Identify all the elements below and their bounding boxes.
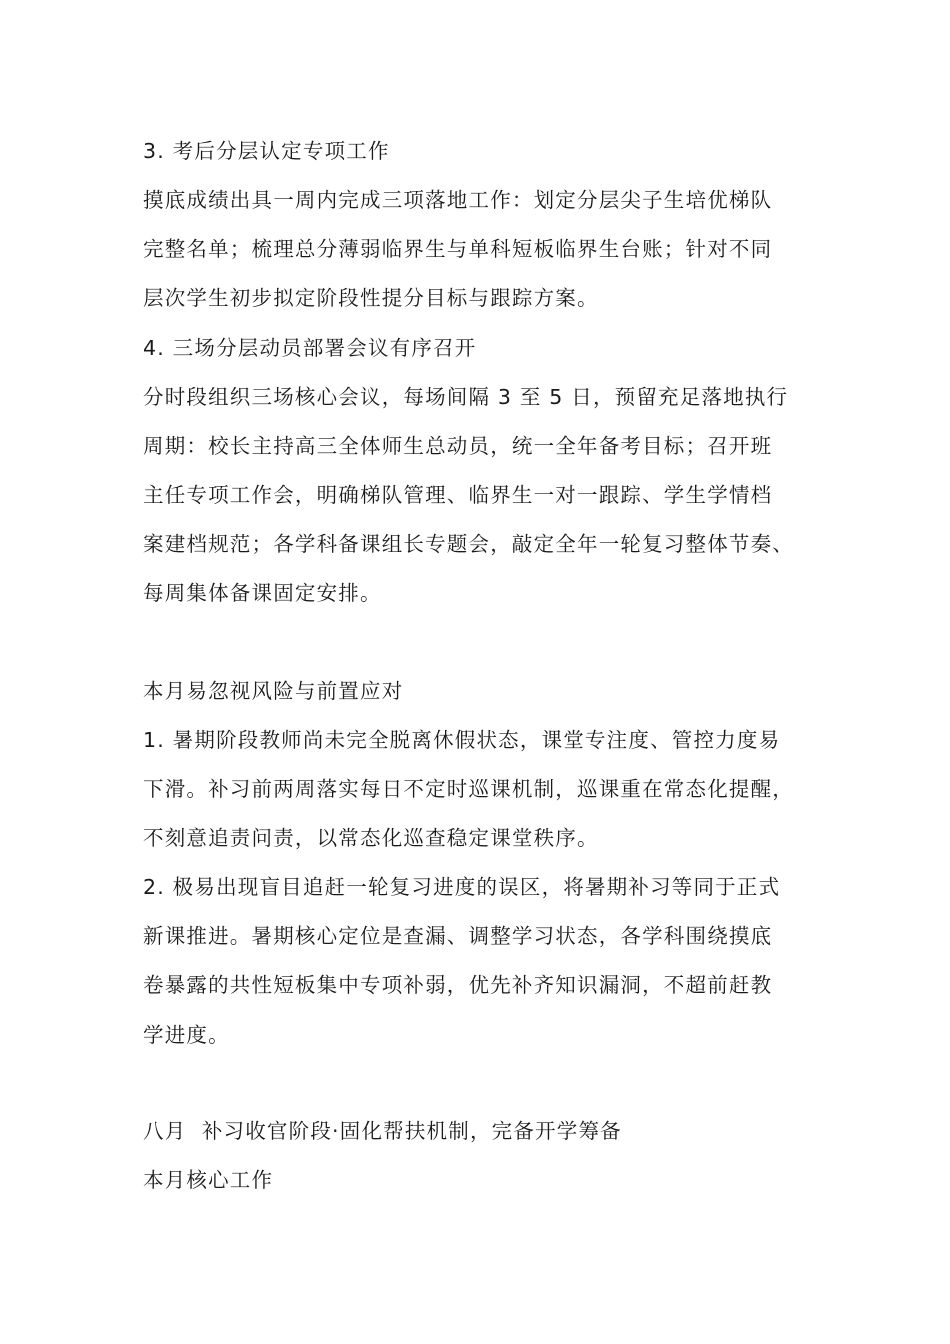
paragraph-gap — [143, 1065, 833, 1112]
august-title: 八月 补习收官阶段·固化帮扶机制，完备开学筹备 — [143, 1118, 622, 1143]
risk-item-1-line: 不刻意追责问责，以常态化巡查稳定课堂秩序。 — [143, 825, 599, 850]
section-3-line: 完整名单；梳理总分薄弱临界生与单科短板临界生台账；针对不同 — [143, 237, 773, 262]
section-3-line: 层次学生初步拟定阶段性提分目标与跟踪方案。 — [143, 286, 599, 311]
section-3-line: 摸底成绩出具一周内完成三项落地工作：划定分层尖子生培优梯队 — [143, 188, 773, 212]
august-subheading: 本月核心工作 — [143, 1167, 274, 1192]
section-4-heading: 4. 三场分层动员部署会议有序召开 — [143, 335, 477, 360]
section-4-line: 每周集体备课固定安排。 — [143, 581, 382, 606]
risk-item-1-line: 下滑。补习前两周落实每日不定时巡课机制，巡课重在常态化提醒， — [143, 776, 794, 801]
risk-item-2-line: 卷暴露的共性短板集中专项补弱，优先补齐知识漏洞，不超前赶教 — [143, 973, 773, 998]
section-4-line: 主任专项工作会，明确梯队管理、临界生一对一跟踪、学生学情档 — [143, 482, 773, 507]
risk-item-2-line: 学进度。 — [143, 1022, 230, 1047]
section-4-line: 周期：校长主持高三全体师生总动员，统一全年备考目标；召开班 — [143, 433, 773, 458]
section-3-heading: 3. 考后分层认定专项工作 — [143, 139, 390, 163]
section-4-line: 分时段组织三场核心会议，每场间隔 3 至 5 日，预留充足落地执行 — [143, 384, 789, 409]
section-4-line: 案建档规范；各学科备课组长专题会，敲定全年一轮复习整体节奏、 — [143, 532, 794, 557]
risk-item-1-line: 1. 暑期阶段教师尚未完全脱离休假状态，课堂专注度、管控力度易 — [143, 727, 781, 752]
paragraph-gap — [143, 624, 833, 672]
risk-item-2-line: 2. 极易出现盲目追赶一轮复习进度的误区，将暑期补习等同于正式 — [143, 875, 781, 900]
document-body — [143, 132, 833, 1210]
risk-item-2-line: 新课推进。暑期核心定位是查漏、调整学习状态，各学科围绕摸底 — [143, 924, 773, 949]
risks-heading: 本月易忽视风险与前置应对 — [143, 678, 404, 703]
